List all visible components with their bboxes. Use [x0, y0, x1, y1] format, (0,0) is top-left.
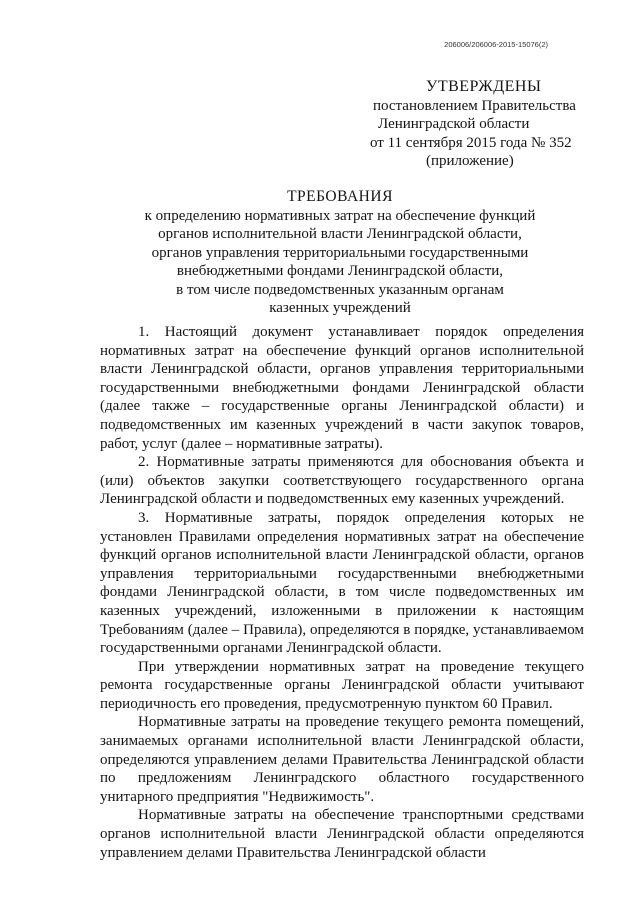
paragraph: 2. Нормативные затраты применяются для обоснования объекта и (или) объектов закупки соответствующего государственного органа Ленинградской области и подведомственных ему казенных учреждений.	[100, 454, 584, 508]
approval-line: Ленинградской области	[378, 116, 530, 132]
heading-title: ТРЕБОВАНИЯ	[287, 188, 393, 205]
approval-line: (приложение)	[426, 153, 514, 169]
approval-line: постановлением Правительства	[373, 97, 576, 114]
heading-line: органов исполнительной власти Ленинградской области,	[158, 226, 522, 242]
heading-line: органов управления территориальными государственными	[151, 244, 529, 261]
document-id: 206006/206006-2015-15076(2)	[444, 40, 548, 49]
approval-title: УТВЕРЖДЕНЫ	[426, 78, 542, 95]
paragraph: Нормативные затраты на обеспечение транспортными средствами органов исполнительной власти Ленинградской области определяются управлением делами Правительства Ленинградской области	[100, 807, 584, 861]
paragraph: Нормативные затраты на проведение текущего ремонта помещений, занимаемых органами исполнительной власти Ленинградской области, определяются управлением делами Правительства Ленинградской области по предложениям Ленинградского областного государственного унитарного предприятия "Недвижимость".	[100, 714, 584, 805]
approval-line: от 11 сентября 2015 года № 352	[370, 134, 572, 151]
paragraph: При утверждении нормативных затрат на проведение текущего ремонта государственные органы Ленинградской области учитывают периодичность его проведения, предусмотренную пунктом 60 Правил.	[100, 658, 584, 712]
paragraph: 1. Настоящий документ устанавливает порядок определения нормативных затрат на обеспечение функций органов исполнительной власти Ленинградской области, органов управления территориальными государственными внебюджетными фондами Ленинградской области (далее также – государственные органы Ленинградской области) и подведомственных им казенных учреждений в части закупок товаров, работ, услуг (далее – нормативные затраты).	[100, 324, 584, 452]
heading-line: к определению нормативных затрат на обеспечение функций	[144, 207, 536, 224]
document-body	[100, 323, 584, 862]
heading-line: внебюджетными фондами Ленинградской области,	[176, 263, 504, 279]
heading-line: казенных учреждений	[269, 300, 411, 316]
paragraph: 3. Нормативные затраты, порядок определения которых не установлен Правилами определения нормативных затрат на обеспечение функций органов исполнительной власти Ленинградской области, органов управления территориальными государственными внебюджетными фондами Ленинградской области, в том числе подведомственных им казенных учреждений, изложенными в приложении к настоящим Требованиям (далее – Правила), определяются в порядке, устанавливаемом государственными органами Ленинградской области.	[100, 509, 584, 657]
heading-line: в том числе подведомственных указанным органам	[176, 281, 504, 298]
approval-block	[370, 78, 610, 171]
document-heading	[100, 188, 580, 318]
